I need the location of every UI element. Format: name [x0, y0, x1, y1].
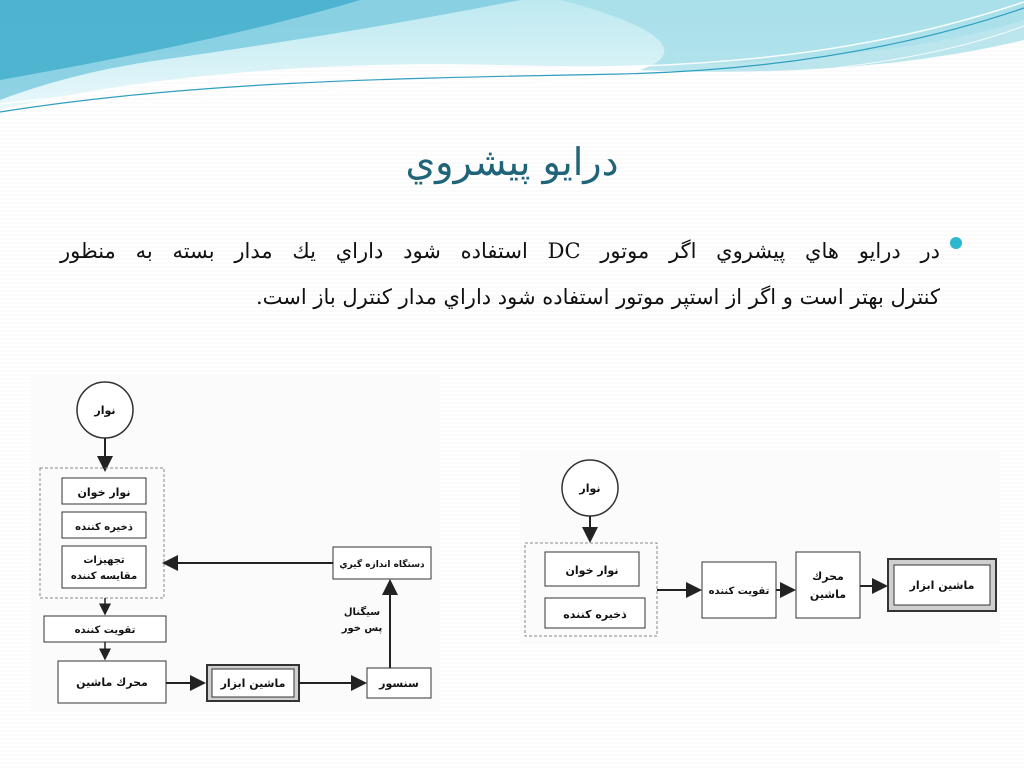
machine-tool-label: ماشين ابزار [909, 579, 975, 592]
bullet-paragraph [60, 228, 940, 320]
motor-label-line2: ماشين [809, 588, 847, 601]
comparator-label-line1: تجهيزات [83, 555, 125, 566]
comparator-label-line2: مقايسه كننده [70, 571, 138, 582]
open-loop-diagram [520, 450, 1000, 645]
bullet-line-1: در درايو هاي پيشروي اگر موتور DC استفاده شود داراي يك مدار بسته به منظور [60, 239, 941, 263]
bullet-line-2: كنترل بهتر است و اگر از استپر موتور استفاده شود داراي مدار كنترل باز است. [255, 285, 940, 309]
header-wave-decoration [0, 0, 1024, 130]
feedback-label-line1: سيگنال [343, 607, 381, 618]
amplifier-label: تقويت كننده [74, 625, 136, 636]
sensor-label: سنسور [379, 677, 419, 690]
amplifier-label: تقويت كننده [708, 586, 770, 597]
bullet-dot-icon [950, 237, 962, 249]
measuring-device-label: دستگاه اندازه گيري [339, 560, 425, 570]
machine-tool-label: ماشين ابزار [220, 677, 286, 690]
motor-box [796, 552, 860, 618]
storage-label: ذخيره كننده [563, 608, 627, 621]
closed-loop-diagram [30, 375, 440, 710]
feedback-label-line2: پس خور [341, 623, 383, 634]
slide-title: درايو پيشروي [405, 140, 619, 184]
tape-node-label: نوار [94, 404, 116, 417]
tape-reader-label: نوار خوان [565, 564, 619, 577]
tape-reader-label: نوار خوان [77, 486, 131, 499]
motor-label-line1: محرك [812, 570, 844, 583]
tape-node-label: نوار [579, 482, 601, 495]
machine-motor-label: محرك ماشين [76, 676, 148, 689]
storage-label: ذخيره كننده [75, 522, 133, 533]
